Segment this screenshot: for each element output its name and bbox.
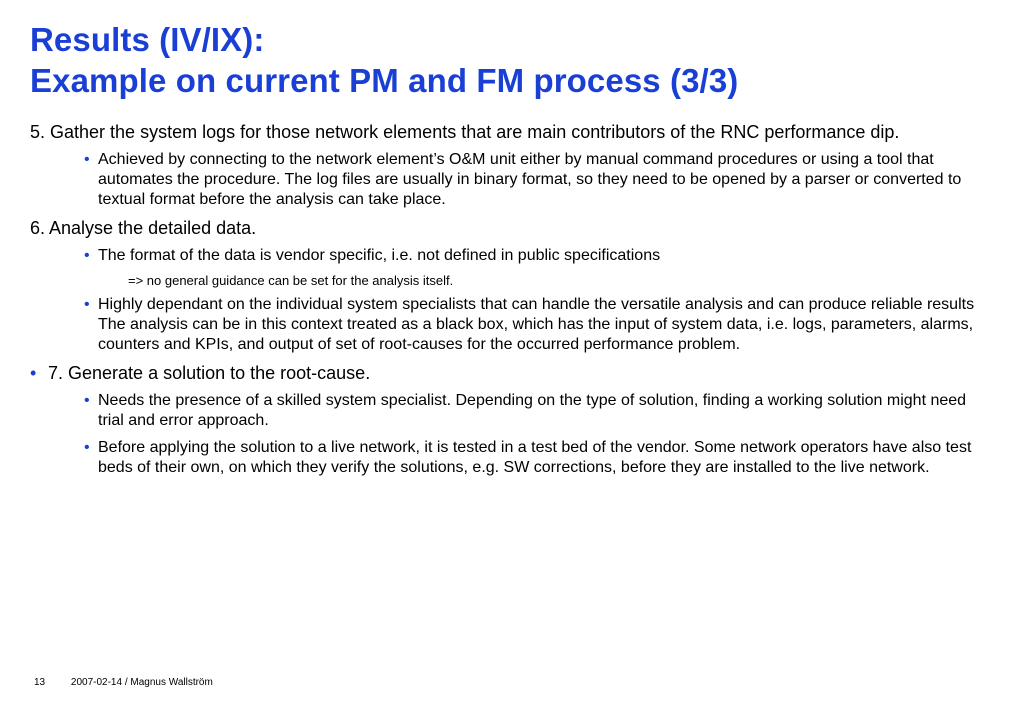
title-line-1: Results (IV/IX): [30, 21, 265, 58]
slide-body [30, 121, 995, 485]
bullet-icon: • [84, 439, 90, 456]
step-7-bullet-1 [30, 391, 995, 431]
slide-title [30, 19, 738, 101]
step-7-text: 7. Generate a solution to the root-cause. [48, 363, 371, 383]
title-line-2: Example on current PM and FM process (3/3) [30, 62, 739, 99]
step-6-note: => no general guidance can be set for the analysis itself. [128, 273, 454, 288]
slide-footer [34, 677, 236, 688]
step-5-bullet-1 [30, 150, 995, 210]
step-6: 6. Analyse the detailed data. [30, 218, 257, 238]
bullet-text: The format of the data is vendor specific, i.e. not defined in public specifications [98, 247, 661, 264]
bullet-text: Highly dependant on the individual system specialists that can handle the versatile analysis and can produce reliable results The analysis can be in this context treated as a black box, which has the input of system data, i.e. logs, parameters, alarms, counters and KPIs, and output of set of root-causes for the occurred performance problem. [98, 296, 975, 353]
footer-date-author: 2007-02-14 / Magnus Wallström [70, 677, 213, 688]
step-5: 5. Gather the system logs for those network elements that are main contributors of the RNC performance dip. [30, 122, 900, 142]
bullet-text: Needs the presence of a skilled system specialist. Depending on the type of solution, finding a working solution might need trial and error approach. [98, 392, 967, 429]
bullet-icon: • [84, 296, 90, 313]
step-6-bullet-2 [30, 295, 995, 355]
page-number: 13 [34, 677, 46, 688]
bullet-icon: • [30, 363, 37, 383]
bullet-text: Achieved by connecting to the network element’s O&M unit either by manual command procedures or using a tool that automates the procedure. The log files are usually in binary format, so they need to be opened by a parser or converted to textual format before the analysis can take place. [98, 151, 962, 208]
bullet-icon: • [84, 151, 90, 168]
bullet-text: Before applying the solution to a live network, it is tested in a test bed of the vendor. Some network operators have also test beds of their own, on which they verify the solutions, e.g. SW corrections, before they are installed to the live network. [98, 439, 972, 476]
bullet-icon: • [84, 392, 90, 409]
step-7-bullet-2 [30, 438, 995, 478]
step-7 [30, 362, 995, 384]
bullet-icon: • [84, 247, 90, 264]
step-6-bullet-1 [30, 246, 995, 266]
